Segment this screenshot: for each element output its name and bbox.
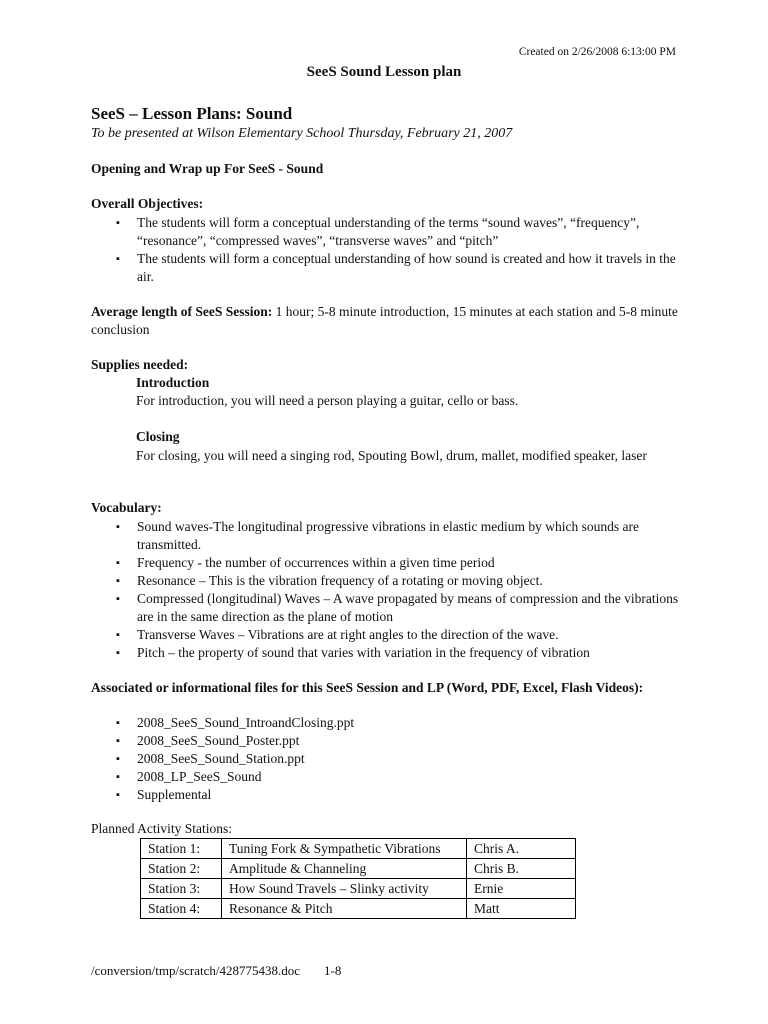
list-item: ▪ Resonance – This is the vibration frequency of a rotating or moving object.	[91, 572, 691, 590]
presenter-cell: Chris A.	[467, 839, 576, 859]
list-item: ▪ Transverse Waves – Vibrations are at right angles to the direction of the wave.	[91, 626, 691, 644]
stations-table	[140, 838, 576, 919]
list-item: ▪ 2008_LP_SeeS_Sound	[91, 768, 691, 786]
supplies-heading: Supplies needed:	[91, 357, 189, 372]
list-item: ▪ 2008_SeeS_Sound_IntroandClosing.ppt	[91, 714, 691, 732]
activity-cell: Amplitude & Channeling	[222, 859, 467, 879]
lesson-subtitle: To be presented at Wilson Elementary School Thursday, February 21, 2007	[91, 126, 513, 141]
list-item: ▪ The students will form a conceptual understanding of how sound is created and how it travels in the air.	[91, 250, 691, 286]
presenter-cell: Ernie	[467, 879, 576, 899]
objectives-heading: Overall Objectives:	[91, 196, 204, 211]
activity-cell: How Sound Travels – Slinky activity	[222, 879, 467, 899]
objectives-list	[91, 214, 691, 286]
table-row	[141, 839, 576, 859]
footer	[91, 963, 341, 979]
lesson-heading: SeeS – Lesson Plans: Sound	[91, 104, 293, 123]
list-item: ▪ The students will form a conceptual understanding of the terms “sound waves”, “frequency”, “resonance”, “compressed waves”, “transverse waves” and “pitch”	[91, 214, 691, 250]
list-item: ▪ 2008_SeeS_Sound_Poster.ppt	[91, 732, 691, 750]
session-length-text: 1 hour; 5-8 minute introduction, 15 minutes at each station and 5-8 minute conclusion	[91, 304, 678, 337]
table-row	[141, 859, 576, 879]
station-cell: Station 4:	[141, 899, 222, 919]
footer-path: /conversion/tmp/scratch/428775438.doc	[91, 963, 301, 978]
supplies-closing-text: For closing, you will need a singing rod, Spouting Bowl, drum, mallet, modified speaker, laser	[136, 448, 647, 463]
list-item: ▪ Compressed (longitudinal) Waves – A wave propagated by means of compression and the vibrations are in the same direction as the plane of motion	[91, 590, 691, 626]
vocabulary-list	[91, 518, 691, 662]
document-title: SeeS Sound Lesson plan	[306, 64, 462, 80]
session-length-label: Average length of SeeS Session:	[91, 304, 273, 319]
list-item: ▪ Pitch – the property of sound that varies with variation in the frequency of vibration	[91, 644, 691, 662]
files-list	[91, 714, 691, 804]
list-item: ▪ Frequency - the number of occurrences within a given time period	[91, 554, 691, 572]
files-heading: Associated or informational files for this SeeS Session and LP (Word, PDF, Excel, Flash Videos):	[91, 680, 644, 695]
activity-cell: Resonance & Pitch	[222, 899, 467, 919]
station-cell: Station 2:	[141, 859, 222, 879]
created-timestamp: Created on 2/26/2008 6:13:00 PM	[518, 46, 676, 58]
activity-cell: Tuning Fork & Sympathetic Vibrations	[222, 839, 467, 859]
station-cell: Station 3:	[141, 879, 222, 899]
stations-heading: Planned Activity Stations:	[91, 821, 232, 836]
footer-page: 1-8	[324, 963, 342, 978]
vocabulary-heading: Vocabulary:	[91, 500, 162, 515]
list-item: ▪ 2008_SeeS_Sound_Station.ppt	[91, 750, 691, 768]
table-row	[141, 899, 576, 919]
station-cell: Station 1:	[141, 839, 222, 859]
supplies-closing-heading: Closing	[136, 429, 180, 444]
presenter-cell: Matt	[467, 899, 576, 919]
list-item: ▪ Sound waves-The longitudinal progressive vibrations in elastic medium by which sounds are transmitted.	[91, 518, 691, 554]
presenter-cell: Chris B.	[467, 859, 576, 879]
list-item: ▪ Supplemental	[91, 786, 691, 804]
supplies-intro-text: For introduction, you will need a person playing a guitar, cello or bass.	[136, 393, 519, 408]
session-length	[91, 303, 686, 339]
supplies-intro-heading: Introduction	[136, 375, 210, 390]
table-row	[141, 879, 576, 899]
opening-heading: Opening and Wrap up For SeeS - Sound	[91, 161, 324, 176]
